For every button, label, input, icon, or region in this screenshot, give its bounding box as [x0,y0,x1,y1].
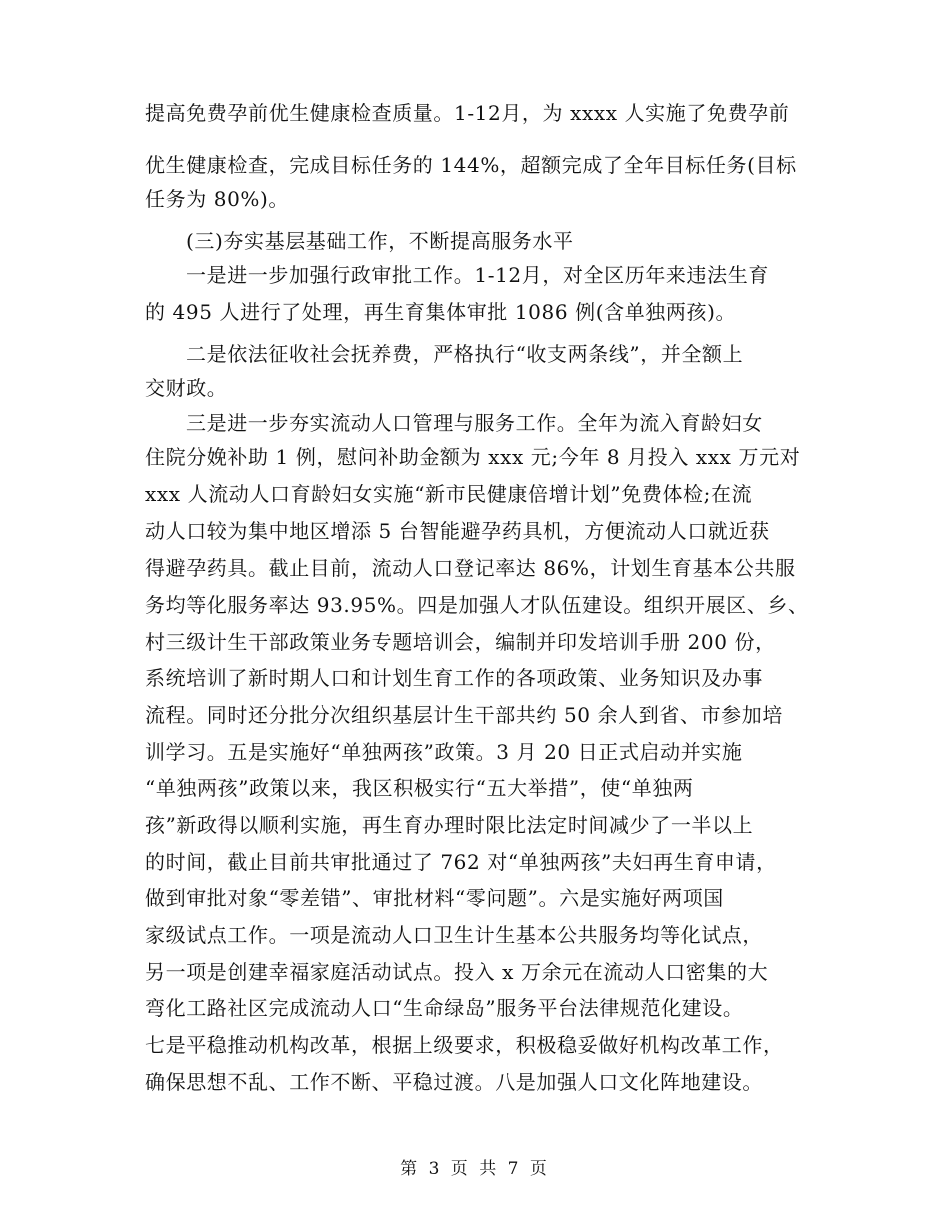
text-line: 弯化工路社区完成流动人口“生命绿岛”服务平台法律规范化建设。 [145,996,744,1020]
text-line: xxx 人流动人口育龄妇女实施“新市民健康倍增计划”免费体检;在流 [145,482,753,506]
text-line: 一是进一步加强行政审批工作。1-12月，对全区历年来违法生育 [186,263,769,287]
text-line: 村三级计生干部政策业务专题培训会，编制并印发培训手册 200 份， [145,630,776,654]
text-line: 七是平稳推动机构改革，根据上级要求，积极稳妥做好机构改革工作， [145,1033,784,1057]
text-line: 二是依法征收社会抚养费，严格执行“收支两条线”，并全额上 [186,342,744,366]
text-line: 优生健康检查，完成目标任务的 144%，超额完成了全年目标任务(目标 [145,153,797,177]
text-line: 住院分娩补助 1 例，慰问补助金额为 xxx 元;今年 8 月投入 xxx 万元对 [145,445,801,469]
text-line: 的 495 人进行了处理，再生育集体审批 1086 例(含单独两孩)。 [145,300,737,324]
text-line: 做到审批对象“零差错”、审批材料“零问题”。六是实施好两项国 [145,886,724,910]
text-line: 另一项是创建幸福家庭活动试点。投入 x 万余元在流动人口密集的大 [145,960,769,984]
text-line: 家级试点工作。一项是流动人口卫生计生基本公共服务均等化试点， [145,923,763,947]
text-line: 动人口较为集中地区增添 5 台智能避孕药具机，方便流动人口就近获 [145,519,770,543]
text-line: 得避孕药具。截止目前，流动人口登记率达 86%，计划生育基本公共服 [145,556,796,580]
text-line: 务均等化服务率达 93.95%。四是加强人才队伍建设。组织开展区、乡、 [145,593,809,617]
text-line: 的时间，截止目前共审批通过了 762 对“单独两孩”夫妇再生育申请， [145,850,777,874]
text-line: 流程。同时还分批分次组织基层计生干部共约 50 余人到省、市参加培 [145,703,783,727]
text-line: 确保思想不乱、工作不断、平稳过渡。八是加强人口文化阵地建设。 [145,1070,763,1094]
text-line: 交财政。 [145,376,228,400]
text-line: 孩”新政得以顺利实施，再生育办理时限比法定时间减少了一半以上 [145,813,754,837]
section-heading: (三)夯实基层基础工作，不断提高服务水平 [186,229,574,253]
page-footer: 第 3 页 共 7 页 [400,1159,550,1179]
text-line: 提高免费孕前优生健康检查质量。1-12月，为 xxxx 人实施了免费孕前 [145,101,790,125]
text-line: “单独两孩”政策以来，我区积极实行“五大举措”，使“单独两 [145,776,694,800]
text-line: 训学习。五是实施好“单独两孩”政策。3 月 20 日正式启动并实施 [145,740,743,764]
text-line: 任务为 80%)。 [145,187,290,211]
text-line: 三是进一步夯实流动人口管理与服务工作。全年为流入育龄妇女 [186,411,763,435]
text-line: 系统培训了新时期人口和计划生育工作的各项政策、业务知识及办事 [145,666,763,690]
